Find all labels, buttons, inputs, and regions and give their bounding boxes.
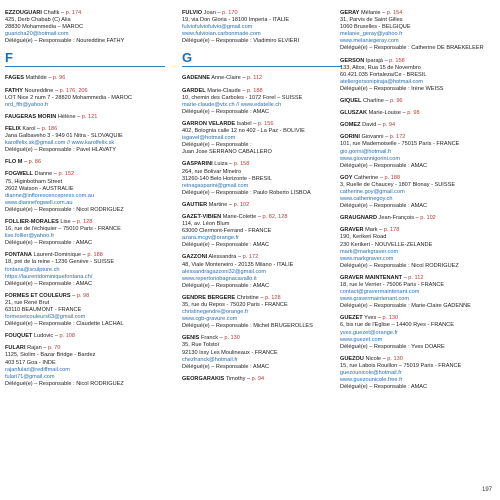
contact-link[interactable]: guaricha20@hotmail.com <box>5 31 69 38</box>
artist-surname: GADENNE <box>182 75 210 82</box>
artist-firstname: Hélène <box>57 113 76 120</box>
artist-surname: GRAVER MAINTENANT <box>340 274 403 281</box>
column-2 <box>182 10 342 388</box>
artist-surname: GENIS <box>182 335 200 342</box>
entry-header: GEORGARAKIS Timothy – p. 94 <box>182 375 265 382</box>
entry-header: GARRON VELARDE Isabel – p. 156 <box>182 120 274 127</box>
artist-surname: FONTANA <box>5 252 32 259</box>
artist-surname: GARRON VELARDE <box>182 120 236 127</box>
page-reference: p. 96 <box>390 98 403 105</box>
contact-link[interactable]: fulari71@gmail.com <box>5 373 55 380</box>
artist-surname: GASPARINI <box>182 161 213 168</box>
artist-firstname: Joan <box>203 10 216 16</box>
artist-firstname: Marie-Claude <box>207 87 241 94</box>
entry-detail: 16, rue de l'échiquier – 75010 Paris - FRANCE <box>5 226 121 233</box>
page-reference: p. 130 <box>387 355 403 362</box>
artist-surname: GAUTIER <box>182 201 208 208</box>
directory-entry <box>182 88 342 116</box>
entry-header: EZZOUGUARI Chafik – p. 174 <box>5 10 82 16</box>
directory-entry <box>182 295 342 330</box>
artist-surname: GUEZET <box>340 315 363 322</box>
page-reference: p. 70 <box>47 345 61 352</box>
entry-header: GORINI Giovanni – p. 172 <box>340 134 406 141</box>
entry-detail: Délégué(e) – Responsable : Claudette LACHAL <box>5 321 124 328</box>
entry-detail: Jana Galbaveho 3 - 949 01 Nitra - SLOVAQUIE <box>5 133 123 140</box>
artist-surname: FLO M <box>5 159 23 166</box>
contact-link[interactable]: mark@markgraver.com <box>340 248 399 255</box>
directory-entry <box>182 254 342 289</box>
artist-firstname: Iparajá <box>365 57 383 64</box>
artist-surname: GLUSZAK <box>340 110 368 117</box>
artist-firstname: Ludovic <box>33 333 54 340</box>
directory-entry <box>340 227 498 270</box>
contact-link[interactable]: guezounicole@hotmail.fr <box>340 370 402 377</box>
artist-surname: GERAY <box>340 10 360 16</box>
page-reference: p. 188 <box>384 174 401 181</box>
column-3 <box>340 10 498 396</box>
page-reference: p. 158 <box>233 161 250 168</box>
directory-entry <box>340 98 498 105</box>
entry-detail: Délégué(e) – Responsable : Michel BRUGEROLLES <box>182 323 313 330</box>
entry-detail: 75, Higinbotham Street <box>5 178 63 185</box>
entry-detail: 6, bis rue de l'Église – 14400 Ryes - FRANCE <box>340 322 454 329</box>
entry-detail: 21, rue René Brut <box>5 299 50 306</box>
page-reference: p. 178 <box>383 227 400 234</box>
entry-detail: 18, rue le Verrier - 75006 Paris - FRANCE <box>340 282 445 288</box>
page-reference: p. 158 <box>389 57 405 64</box>
contact-link[interactable]: www.guezounicole.free.fr <box>340 377 403 384</box>
directory-entry <box>5 88 165 109</box>
artist-firstname: Luiza <box>214 161 228 168</box>
artist-firstname: Karol <box>22 125 36 132</box>
entry-header: FAUGERAS MORIN Hélène – p. 121 <box>5 113 98 120</box>
page-reference: p. 82, 128 <box>262 213 288 220</box>
page-reference: p. 98 <box>407 110 420 117</box>
entry-detail: 114, av. Léon Blum <box>182 221 230 228</box>
entry-detail: Délégué(e) – Responsable : Noureddine FATHY <box>5 38 125 45</box>
artist-firstname: Yves <box>364 315 377 322</box>
artist-surname: FATHY <box>5 87 23 94</box>
entry-detail: Délégué(e) – Responsable : Marie-Claire GADENNE <box>340 303 471 310</box>
artist-firstname: Catherine <box>354 174 379 181</box>
artist-firstname: Franck <box>200 335 219 342</box>
directory-entry <box>5 114 165 121</box>
page-reference: p. 188 <box>87 252 103 259</box>
page-reference: p. 172 <box>389 134 406 141</box>
artist-surname: FORMES ET COULEURS <box>5 292 71 299</box>
page-reference: p. 94 <box>382 122 396 129</box>
artist-surname: GERSON <box>340 57 365 64</box>
contact-link[interactable]: www.diannefogwell.com.au <box>5 199 73 206</box>
page-reference: p. 154 <box>386 10 403 16</box>
artist-firstname: Christine <box>236 294 259 301</box>
entry-header: FLO M – p. 86 <box>5 159 42 166</box>
page-reference: p. 128 <box>265 294 281 301</box>
artist-firstname: Rajan <box>27 345 42 352</box>
artist-firstname: Marie-Colette <box>222 213 257 220</box>
page-reference: p. 130 <box>382 315 399 322</box>
entry-detail: Délégué(e) – Responsable : Irène WEISS <box>340 85 444 92</box>
entry-detail: 48, Viale Monteneiro - 20135 Milano - ITALIE <box>182 261 294 268</box>
entry-header: GENIS Franck – p. 130 <box>182 335 240 342</box>
section-divider <box>182 66 342 67</box>
artist-firstname: Charline <box>363 98 384 105</box>
entry-detail: Délégué(e) – Responsable : AMAC <box>340 203 428 210</box>
entry-header: FOUQUET Ludovic – p. 108 <box>5 333 75 340</box>
entry-detail: 31260-140 Belo Horizonte - BRÉSIL <box>182 175 272 182</box>
directory-entry <box>340 122 498 129</box>
artist-surname: GAZZONI <box>182 254 208 261</box>
entry-detail: Délégué(e) – Responsable : Yves DOARE <box>340 343 445 350</box>
directory-entry <box>340 134 498 169</box>
artist-surname: GORINI <box>340 134 360 141</box>
entry-detail: 425, Derb Chabab (C) Alia <box>5 17 71 24</box>
page-reference: p. 128 <box>76 218 93 225</box>
entry-detail: Délégué(e) – Responsable : AMAC <box>5 240 93 247</box>
artist-surname: FAGES <box>5 75 24 82</box>
directory-entry <box>182 121 342 156</box>
entry-detail: Délégué(e) – Responsable : Vladimiro ELVIERI <box>182 38 300 45</box>
entry-header: GUEZET Yves – p. 130 <box>340 315 399 322</box>
entry-header: GIQUEL Charline – p. 96 <box>340 98 403 105</box>
contact-link[interactable]: yves.guezet@orange.fr <box>340 329 398 336</box>
entry-detail: 60.421.035 Fortaleza/Ce - BRÉSIL <box>340 71 427 78</box>
page-reference: p. 174 <box>65 10 82 16</box>
contact-link[interactable]: www.gravermaintenant.com <box>340 296 410 303</box>
artist-firstname: Mathilde <box>25 75 47 82</box>
column-1 <box>5 10 165 393</box>
directory-entry <box>182 161 342 196</box>
directory-entry <box>5 159 165 166</box>
artist-surname: FOLLIER-MORALES <box>5 218 59 225</box>
entry-header: FONTANA Laurent-Dominique – p. 188 <box>5 252 103 259</box>
entry-detail: 403 517 Goa - INDE <box>5 359 56 366</box>
artist-firstname: Jean-François <box>378 215 414 222</box>
page-reference: p. 98 <box>76 292 90 299</box>
page-reference: p. 102 <box>420 215 436 222</box>
page-reference: p. 86 <box>28 159 42 166</box>
contact-link[interactable]: formesetcouleurs63@gmail.com <box>5 314 86 321</box>
entry-detail: 1060 Bruxelles - BELGIQUE <box>340 24 411 31</box>
artist-firstname: David <box>362 122 377 129</box>
contact-link[interactable]: reinagasparini@gmail.com <box>182 182 249 189</box>
contact-link[interactable]: marie-claude@vtx.ch // www.edatelie.ch <box>182 101 282 108</box>
directory-entry <box>340 110 498 117</box>
entry-detail: 15, rue Labois Rouillon – 75019 Paris - FRANCE <box>340 362 462 369</box>
directory-entry <box>5 10 165 45</box>
page-reference: p. 152 <box>58 171 75 178</box>
contact-link[interactable]: www.guezet.com <box>340 336 383 343</box>
contact-link[interactable]: contact@gravermaintenant.com <box>340 289 420 296</box>
page-reference: p. 156 <box>257 120 274 127</box>
contact-link[interactable]: azara.mcgv@orange.fr <box>182 235 239 242</box>
entry-detail: 18, pré de la reine - 1236 Genève - SUISSE <box>5 259 115 266</box>
directory-entry <box>5 345 165 388</box>
artist-firstname: Dianne <box>34 171 53 178</box>
entry-header: GADENNE Anne-Claire – p. 112 <box>182 75 263 82</box>
artist-surname: FULARI <box>5 345 26 352</box>
entry-detail: Délégué(e) – Responsable : Nicol RODRIGUEZ <box>340 262 459 269</box>
artist-surname: GIQUEL <box>340 98 362 105</box>
entry-header: GASPARINI Luiza – p. 158 <box>182 161 250 168</box>
page-reference: p. 94 <box>251 375 265 382</box>
page-reference: p. 188 <box>247 87 263 94</box>
entry-header: FOLLIER-MORALES Lise – p. 128 <box>5 218 93 225</box>
entry-header: GERAY Mélanie – p. 154 <box>340 10 403 16</box>
entry-detail: Délégué(e) – Responsable : Nicol RODRIGUEZ <box>5 380 124 387</box>
entry-header: GRAVER MAINTENANT – p. 112 <box>340 274 424 281</box>
artist-firstname: Giovanni <box>361 134 384 141</box>
artist-firstname: Laurent-Dominique <box>33 252 82 259</box>
directory-entry <box>5 171 165 214</box>
entry-detail: Délégué(e) – Responsable : Nicol RODRIGUEZ <box>5 206 124 213</box>
entry-detail: 31, Parvis de Saint Gilles <box>340 17 403 24</box>
entry-detail: 92130 Issy Les Moulineaux - FRANCE <box>182 349 278 356</box>
entry-header: FATHY Noureddine – p. 176, 206 <box>5 87 88 94</box>
entry-detail: Délégué(e) – Responsable : AMAC <box>5 280 93 287</box>
entry-header: FULARI Rajan – p. 70 <box>5 345 61 352</box>
entry-detail: Délégué(e) – Responsable : AMAC <box>340 162 428 169</box>
entry-header: GRAUGNARD Jean-François – p. 102 <box>340 215 436 222</box>
entry-detail: 264, rue Bolivar Mineiro <box>182 168 242 175</box>
directory-entry <box>5 126 165 154</box>
artist-surname: GARDEL <box>182 87 206 94</box>
directory-entry <box>340 356 498 391</box>
entry-header: GENDRE BERGERE Christine – p. 128 <box>182 294 281 301</box>
entry-header: FAGES Mathilde – p. 96 <box>5 75 66 82</box>
entry-detail: 1125, Siolim - Bazar Bridge - Bardez <box>5 352 96 359</box>
directory-entry <box>5 333 165 340</box>
entry-header: GUEZOU Nicole – p. 130 <box>340 355 403 362</box>
contact-link[interactable]: www.fulvioian.carbonmade.com <box>182 31 261 38</box>
directory-entry <box>182 10 342 45</box>
artist-firstname: Marie-Louise <box>368 110 401 117</box>
directory-entry <box>182 75 342 82</box>
entry-detail: 2602 Watson - AUSTRALIE <box>5 185 74 192</box>
contact-link[interactable]: www.cgb-gravure.com <box>182 316 238 323</box>
entry-detail: 230 Kerikeri - NOUVELLE-ZÉLANDE <box>340 241 433 248</box>
entry-detail: 35, Rue Tolstoï <box>182 342 220 349</box>
page-reference: p. 112 <box>408 274 424 281</box>
artist-surname: GOMEZ <box>340 122 361 129</box>
artist-surname: FULVIO <box>182 10 203 16</box>
directory-entry <box>5 252 165 287</box>
entry-detail: Délégué(e) – Responsable : AMAC <box>182 282 270 289</box>
contact-link[interactable]: www.markgraver.com <box>340 255 394 262</box>
contact-link[interactable]: lise.follier@yahoo.fr <box>5 233 55 240</box>
entry-detail: LOT Nice 2 num 7 - 28820 Mohammedia - MAROC <box>5 94 133 101</box>
artist-surname: FOGWELL <box>5 171 33 178</box>
directory-entry <box>5 75 165 82</box>
entry-detail: 63000 Clermont-Ferrand - FRANCE <box>182 228 272 235</box>
section-letter: F <box>5 50 13 66</box>
entry-detail: 35, rue du Repos - 75020 Paris - FRANCE <box>182 302 288 308</box>
page-reference: p. 108 <box>59 333 75 340</box>
entry-detail: 402, Bolognia calle 12 no 402 - La Paz - BOLIVIE <box>182 128 305 135</box>
artist-firstname: Isabel <box>236 120 252 127</box>
artist-surname: GOY <box>340 174 353 181</box>
contact-link[interactable]: catherine.goy@gmail.com <box>340 188 405 195</box>
entry-detail: Délégué(e) – Responsable : AMAC <box>182 242 270 249</box>
contact-link[interactable]: rajanfulari@rediffmail.com <box>5 366 70 373</box>
entry-detail: Juan Jose SERRANO CABALLERO <box>182 149 272 156</box>
directory-entry <box>5 293 165 328</box>
contact-link[interactable]: melanie_geray@yahoo.fr <box>340 31 403 38</box>
artist-firstname: Mark <box>365 227 378 234</box>
entry-detail: 3, Ruelle de Chaucey - 1807 Blonay - SUISSE <box>340 181 456 188</box>
entry-detail: 133, Altos, Rua 15 de Novembro <box>340 64 421 71</box>
artist-firstname: Lise <box>60 218 71 225</box>
artist-firstname: Alessandra <box>208 254 237 261</box>
page-reference: p. 102 <box>233 201 250 208</box>
artist-surname: GENDRE BERGERE <box>182 294 236 301</box>
contact-link[interactable]: isgavel@hotmail.com <box>182 135 236 142</box>
contact-link[interactable]: ateliergersonipiraja@hotmail.com <box>340 78 424 85</box>
artist-surname: GRAUGNARD <box>340 215 377 222</box>
entry-detail: 28830 Mohammedia – MAROC <box>5 24 84 31</box>
directory-entry <box>340 315 498 350</box>
entry-detail: 19, via Don Gloria - 18100 Imperia - ITALIE <box>182 17 290 24</box>
entry-detail: Délégué(e) – Responsable : Catherine DE BRAEKELEER <box>340 45 484 52</box>
contact-link[interactable]: karolfelix.sk@gmail.com // www.karolfelix.sk <box>5 140 115 147</box>
entry-detail: Délégué(e) – Responsable : Paulo Roberto LISBOA <box>182 189 311 196</box>
entry-header: FOGWELL Dianne – p. 152 <box>5 171 75 178</box>
entry-header: GAZZONI Alessandra – p. 172 <box>182 254 259 261</box>
artist-firstname: Chafik <box>43 10 60 16</box>
page-reference: p. 130 <box>224 335 240 342</box>
entry-detail: 10, chemin des Carboles - 1072 Forel – SUISSE <box>182 94 303 101</box>
entry-detail: 63110 BEAUMONT - FRANCE <box>5 307 82 313</box>
artist-firstname: Anne-Claire <box>211 75 241 82</box>
entry-detail: Délégué(e) – Responsable : Pavel HLAVATY <box>5 147 116 154</box>
artist-surname: GUEZOU <box>340 355 364 362</box>
entry-header: GRAVER Mark – p. 178 <box>340 227 400 234</box>
contact-link[interactable]: www.melaniegeray.com <box>340 38 399 45</box>
entry-header: GERSON Iparajá – p. 158 <box>340 57 405 64</box>
artist-surname: EZZOUGUARI <box>5 10 42 16</box>
artist-surname: FAUGERAS MORIN <box>5 113 57 120</box>
artist-firstname: Mélanie <box>360 10 381 16</box>
contact-link[interactable]: www.giovannigorini.com <box>340 155 401 162</box>
directory-entry <box>340 58 498 93</box>
entry-header: FULVIO Joan – p. 170 <box>182 10 238 16</box>
entry-header: GAZET-VIBIEN Marie-Colette – p. 82, 128 <box>182 213 288 220</box>
contact-link[interactable]: fulviofulviofulvio@gmail.com <box>182 24 253 31</box>
page-reference: p. 172 <box>242 254 259 261</box>
entry-header: GOMEZ David – p. 94 <box>340 122 396 129</box>
artist-surname: GAZET-VIBIEN <box>182 213 222 220</box>
page-reference: p. 121 <box>81 113 98 120</box>
contact-link[interactable]: gio.gorini@hotmail.fr <box>340 148 392 155</box>
entry-detail: Délégué(e) – Responsable : AMAC <box>340 384 428 391</box>
contact-link[interactable]: https://laurentdominiquefontana.ch/ <box>5 273 93 280</box>
directory-entry <box>340 175 498 210</box>
section-divider <box>5 66 165 67</box>
directory-entry <box>340 215 498 222</box>
contact-link[interactable]: christinegendre@orange.fr <box>182 309 249 316</box>
entry-header: GARDEL Marie-Claude – p. 188 <box>182 87 263 94</box>
artist-surname: GRAVER <box>340 227 364 234</box>
directory-entry <box>182 202 342 209</box>
entry-detail: Délégué(e) – Responsable : AMAC <box>182 363 270 370</box>
directory-entry <box>340 275 498 310</box>
section-letter: G <box>182 50 193 66</box>
directory-entry <box>182 335 342 370</box>
artist-firstname: Noureddine <box>24 87 54 94</box>
entry-detail: Délégué(e) – Responsable : <box>182 142 252 149</box>
artist-surname: GEORGARAKIS <box>182 375 225 382</box>
contact-link[interactable]: alessandragazzoni32@gmail.com <box>182 268 267 275</box>
artist-surname: FELIX <box>5 125 21 132</box>
page-reference: p. 112 <box>247 75 263 82</box>
artist-firstname: Nicole <box>365 355 382 362</box>
entry-header: GOY Catherine – p. 188 <box>340 174 401 181</box>
directory-entry <box>5 219 165 247</box>
entry-header: FORMES ET COULEURS – p. 98 <box>5 292 90 299</box>
entry-header: GLUSZAK Marie-Louise – p. 98 <box>340 110 420 117</box>
contact-link[interactable]: www.catherinegoy.ch <box>340 196 393 203</box>
contact-link[interactable]: fontana@sculpture.ch <box>5 266 60 273</box>
directory-entry <box>182 214 342 249</box>
page-reference: p. 96 <box>52 75 66 82</box>
page-reference: p. 186 <box>41 125 58 132</box>
entry-header: FELIX Karol – p. 186 <box>5 125 58 132</box>
directory-entry <box>340 10 498 53</box>
directory-entry <box>182 376 342 383</box>
contact-link[interactable]: www.repertoriobagnacavallo.it <box>182 275 257 282</box>
artist-firstname: Martine <box>208 201 228 208</box>
entry-detail: Délégué(e) – Responsable : AMAC <box>182 108 270 115</box>
contact-link[interactable]: chezfranck@hotmail.fr <box>182 356 238 363</box>
contact-link[interactable]: dianne@inflorescencepress.com.au <box>5 192 95 199</box>
artist-surname: FOUQUET <box>5 333 33 340</box>
page-reference: p. 176, 206 <box>59 87 88 94</box>
entry-detail: 101, rue Mademoiselle - 75015 Paris - FRANCE <box>340 141 460 148</box>
contact-link[interactable]: nrd_fth@yahoo.fr <box>5 101 49 108</box>
artist-firstname: Timothy <box>225 375 246 382</box>
entry-detail: 190, Kerikeri Road <box>340 234 387 241</box>
page-reference: p. 170 <box>222 10 238 16</box>
page-number: 197 <box>481 487 492 493</box>
entry-header: GAUTIER Martine – p. 102 <box>182 201 250 208</box>
